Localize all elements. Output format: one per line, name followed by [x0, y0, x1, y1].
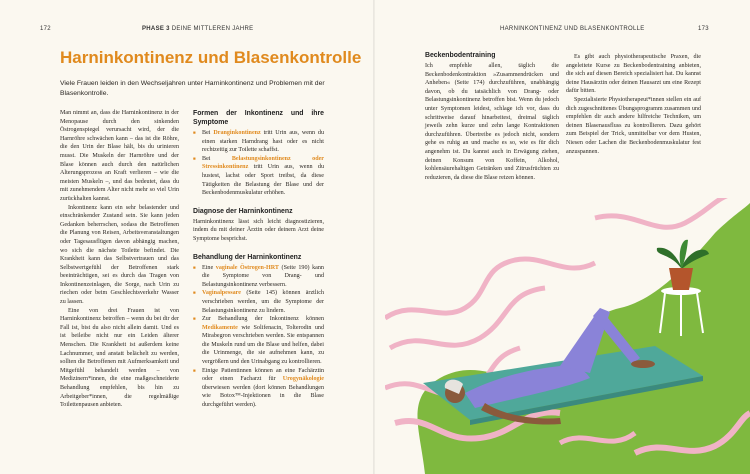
diagnosis-heading: Diagnose der Harninkontinenz — [193, 207, 293, 215]
pink-swirl — [595, 198, 735, 227]
item-prefix: Einige Patientinnen können an eine Fachärztin oder einen Facharzt für — [202, 367, 324, 383]
plant-pot — [669, 268, 693, 290]
treatment-heading: Behandlung der Harninkontinenz — [193, 253, 302, 261]
item-text: überwiesen werden (dort können Behandlungen wie Botox™-Injektionen in die Blase durchgeführt werden). — [202, 384, 324, 409]
item-prefix: Bei — [202, 130, 214, 136]
forms-heading: Formen der Inkontinenz und ihre Symptome — [193, 110, 324, 126]
term-dranginkontinenz: Dranginkontinenz — [213, 130, 261, 136]
item-prefix: Eine — [202, 264, 216, 271]
list-item — [193, 129, 324, 155]
running-head-right: HARNINKONTINENZ UND BLASENKONTROLLE — [500, 26, 645, 32]
forms-section — [193, 109, 324, 198]
list-item — [193, 155, 324, 198]
list-item — [193, 264, 324, 290]
list-item — [193, 367, 324, 410]
term-urogynaekologie: Urogynäkologie — [282, 376, 324, 383]
item-text: tritt Urin aus, wenn du hustest, lachst oder Sport treibst, da diese Tätigkeiten die Belastung der Blase und der Beckenbodenmuskulatur erhöhen. — [202, 164, 324, 197]
diagnosis-text: Harninkontinenz lässt sich leicht diagnostizieren, indem du mit deiner Ärztin oder deinem Arzt deine Symptome besprichst. — [193, 218, 324, 242]
item-text: tritt Urin aus, wenn du einen starken Harndrang hast oder es nicht rechtzeitig zur Toilette schaffst. — [202, 130, 324, 154]
term-belastungsinkontinenz: Belastungsinkontinenz oder Stressinkontinenz — [202, 155, 324, 171]
paragraph: Spezialisierte Physiotherapeut*innen stellen ein auf dich zugeschnittenes Übungsprogramm zusammen und empfehlen dir auch andere hilfreiche Techniken, um deinen Blasenausfluss zu kontrollieren. Dazu gehört zum Beispiel der Trick, unmittelbar vor dem Husten, Niesen oder Lachen die Beckenbodenmuskulatur fest anzuspannen. — [566, 96, 701, 155]
paragraph: Es gibt auch physiotherapeutische Praxen, die angeleitete Kurse zu Beckenbodentraining anbieten, die sich auf diesen Bereich spezialisiert hat. Du kannst deine Hausärztin oder deinen Hausarzt um eine Rezept dafür bitten. — [566, 54, 701, 95]
running-head-section: DEINE MITTLEREN JAHRE — [171, 26, 254, 32]
middle-column — [193, 109, 324, 419]
pink-swirl — [390, 288, 545, 348]
running-head-left — [142, 26, 253, 32]
list-item — [193, 315, 324, 367]
list-item — [193, 289, 324, 315]
left-column — [60, 109, 179, 410]
running-head-phase: PHASE 3 — [142, 26, 170, 32]
intro-text: Viele Frauen leiden in den Wechseljahren unter Harninkontinenz und Problemen mit der Blasenkontrolle. — [60, 80, 325, 97]
right-column-1 — [425, 51, 559, 182]
right-column-2 — [566, 53, 701, 156]
forms-list — [193, 129, 324, 198]
right-page — [375, 0, 750, 474]
term-vaginalpessare: Vaginalpessare — [202, 290, 241, 297]
item-prefix: Bei — [202, 155, 232, 162]
paragraph: Man nimmt an, dass die Harninkontinenz in der Menopause durch den sinkenden Östrogenspiegel verursacht wird, der die Harnröhre schwächen kann – das ist die Röhre, die den Urin der Blase hält, bis du urinieren musst. Die Muskeln der Harnröhre und der Blase können auch durch den natürlichen Alterungsprozess an Kraft verlieren – wie die meisten Muskeln –, und das bedeutet, dass du mit zunehmendem Alter nicht mehr so viel Urin zurückhalten kannst. — [60, 110, 179, 202]
page-number-right: 173 — [698, 26, 709, 32]
foot — [631, 360, 655, 368]
exercise-illustration — [385, 198, 750, 474]
paragraph: Inkontinenz kann ein sehr belastender und einschränkender Zustand sein. Sie kann jeden Gedanken beherrschen, sodass die Betroffenen die Planung von Reisen, Arbeitsveranstaltungen oder Tagesausflügen davon abhängig machen, wo sich die nächste Toilette befindet. Die Krankheit kann das Selbstvertrauen und das Selbstwertgefühl der Betroffenen stark beeinträchtigen, sei es durch das Tragen von Inkontinenzeinlagen, die Sorge, nach Urin zu riechen oder beim Geschlechtsverkehr Wasser zu lassen. — [60, 204, 179, 306]
item-prefix: Zur Behandlung der Inkontinenz können — [202, 316, 324, 323]
treatment-list — [193, 264, 324, 410]
paragraph: Ich empfehle allen, täglich die Beckenbodenkontraktion »Zusammendrücken und Anheben« (Seite 174) durchzuführen, unabhängig davon, ob du tatsächlich von Drang- oder Belastungsinkontinenz betroffen bist. Wenn du jedoch unter Symptomen leidest, schlage ich vor, dass du schrittweise darauf hinarbeitest, dreimal täglich jeweils zehn kurze und zehn lange Kontraktionen durchzuführen. Übertreibe es jedoch nicht, sondern gehe es ruhig an und mache es so, wie es für dich angenehm ist. Du kannst auch in Erwägung ziehen, deinen Konsum von Koffein, Alkohol, kohlensäurehaltigen Getränken und Zitrusfrüchten zu reduzieren, da diese die Blase reizen können. — [425, 63, 559, 181]
term-medikamente: Medikamente — [202, 324, 238, 331]
item-text: (Seite 190) kann die Symptome von Drang- und Belastungsinkontinenz verbessern. — [202, 264, 324, 288]
page-number-left: 172 — [40, 26, 51, 32]
term-oestrogen-hrt: vaginale Östrogen-HRT — [215, 264, 279, 271]
pelvic-floor-heading: Beckenbodentraining — [425, 52, 496, 59]
item-text: (Seite 145) können ärztlich verschrieben werden, um die Symptome der Belastungsinkontinenz zu lindern. — [202, 290, 324, 314]
chapter-title: Harninkontinenz und Blasenkontrolle — [60, 48, 362, 67]
diagnosis-section — [193, 207, 324, 244]
leaf — [657, 248, 681, 268]
item-text: wie Solifenacin, Tolterodin und Mirabegron verschrieben werden. Sie entspannen die Muskeln rund um die Blase und helfen, dabei die Urinmenge, die sie aufnehmen kann, zu vergrößern und den Urinabgang zu kontrollieren. — [202, 324, 324, 366]
pink-swirl — [385, 259, 595, 318]
paragraph: Eine von drei Frauen ist von Harninkontinenz betroffen – wenn du bei dir der Fall ist, bist du also nicht allein damit. Und es ist beileibe nicht nur ein Leiden älterer Menschen. Die Krankheit ist außerdem keine Lachnummer, und anstatt belächelt zu werden, sollten die Betroffenen mit Aufmerksamkeit und Mitgefühl behandelt werden – von Medizinern*innen, die eine maßgeschneiderte Behandlung empfehlen, bis hin zu Arbeitgeber*innen, die regelmäßige Toilettenpausen anbieten. — [60, 307, 179, 409]
treatment-section — [193, 253, 324, 410]
